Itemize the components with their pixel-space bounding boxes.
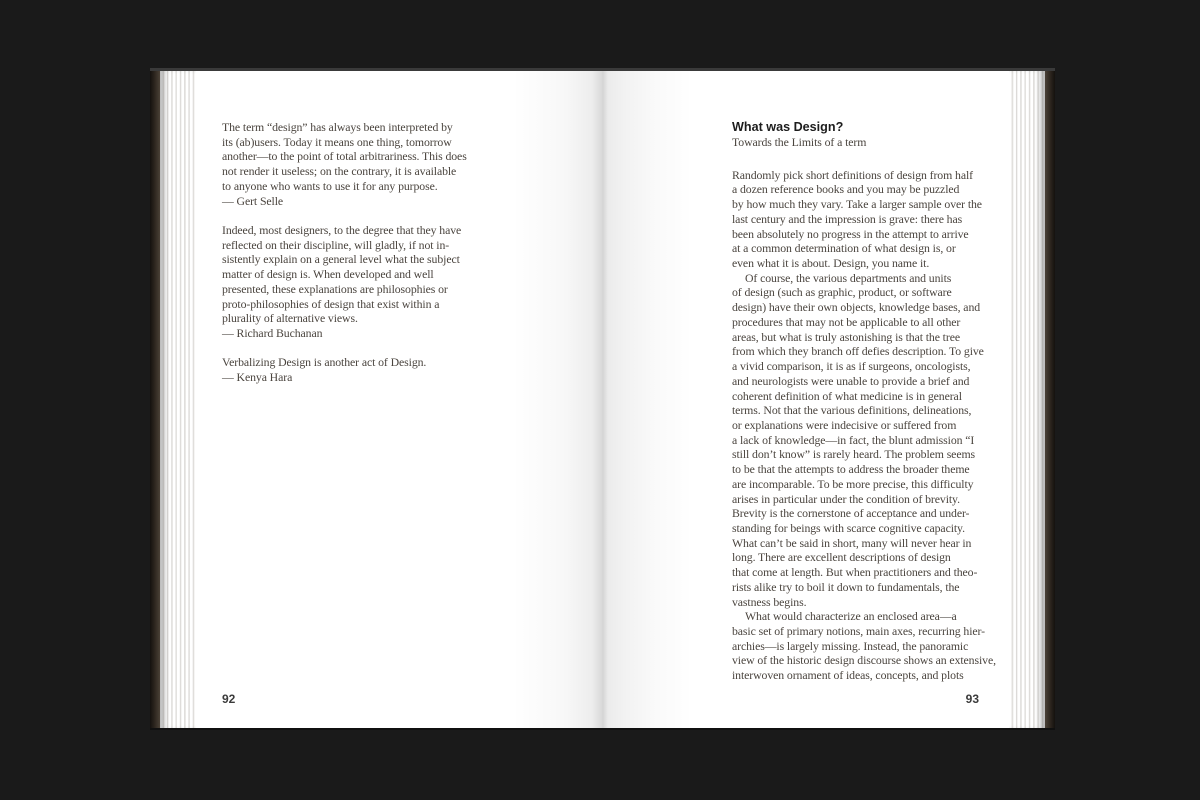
body-text-line: of design (such as graphic, product, or software [732, 285, 952, 300]
quote-block [222, 120, 478, 208]
body-text-line: terms. Not that the various definitions, delineations, [732, 403, 972, 418]
body-text-line: are incomparable. To be more precise, this difficulty [732, 476, 974, 491]
body-text-line: areas, but what is truly astonishing is that the tree [732, 329, 960, 344]
body-text-line: What can’t be said in short, many will never hear in [732, 535, 972, 550]
body-text-line: that come at length. But when practitioners and theo- [732, 565, 978, 580]
quote-text-line: another—to the point of total arbitrariness. This does [222, 149, 467, 164]
body-text-line: a vivid comparison, it is as if surgeons, oncologists, [732, 359, 971, 374]
quote-text-line: plurality of alternative views. [222, 311, 358, 326]
body-text-line: Randomly pick short definitions of design from half [732, 167, 973, 182]
body-text-line: from which they branch off defies description. To give [732, 344, 984, 359]
quote-text-line: The term “design” has always been interpreted by [222, 120, 453, 134]
quote-text-line: its (ab)users. Today it means one thing, tomorrow [222, 134, 452, 149]
body-text-line: procedures that may not be applicable to all other [732, 314, 961, 329]
body-text-line: at a common determination of what design is, or [732, 241, 956, 256]
quote-text-line: proto-philosophies of design that exist within a [222, 296, 440, 311]
body-text-line: been absolutely no progress in the attempt to arrive [732, 226, 969, 241]
quote-text-line: presented, these explanations are philosophies or [222, 281, 448, 296]
left-page-quotes [222, 120, 478, 400]
body-text-line: archies—is largely missing. Instead, the panoramic [732, 638, 969, 653]
body-paragraph [732, 609, 996, 683]
chapter-title: What was Design? [732, 120, 844, 134]
quote-attribution: — Richard Buchanan [222, 326, 323, 341]
body-text-line: view of the historic design discourse shows an extensive, [732, 653, 996, 668]
body-text-line: vastness begins. [732, 594, 807, 609]
body-text-line: and neurologists were unable to provide a brief and [732, 373, 970, 388]
body-text-line: to be that the attempts to address the broader theme [732, 462, 970, 477]
quote-block [222, 355, 478, 384]
body-text-line: last century and the impression is grave: there has [732, 211, 963, 226]
body-text-line: a lack of knowledge—in fact, the blunt admission “I [732, 432, 975, 447]
body-text-line: coherent definition of what medicine is in general [732, 388, 962, 403]
quote-text-line: reflected on their discipline, will gladly, if not in- [222, 237, 450, 252]
page-number-right: 93 [965, 692, 979, 706]
book-spread [150, 68, 1055, 730]
body-text-line: a dozen reference books and you may be puzzled [732, 182, 960, 197]
quote-text-line: not render it useless; on the contrary, it is available [222, 164, 457, 179]
body-text-line: arises in particular under the condition of brevity. [732, 491, 960, 506]
quote-attribution: — Gert Selle [222, 193, 284, 208]
body-text-line: design) have their own objects, knowledge bases, and [732, 300, 981, 315]
body-text-line: Brevity is the cornerstone of acceptance and under- [732, 506, 970, 521]
body-text-line: even what it is about. Design, you name it. [732, 256, 930, 271]
right-page [603, 71, 1010, 728]
body-text-line: standing for beings with scarce cognitive capacity. [732, 520, 965, 535]
body-paragraph [732, 167, 982, 271]
body-text-line: or explanations were indecisive or suffered from [732, 417, 957, 432]
page-number-left: 92 [222, 692, 236, 706]
page-edges-left [160, 71, 196, 728]
body-text-line: interwoven ornament of ideas, concepts, and plots [732, 668, 964, 683]
book-cover-edge-left [150, 71, 160, 728]
left-page [196, 71, 603, 728]
quote-text-line: matter of design is. When developed and well [222, 267, 434, 282]
body-text-line: basic set of primary notions, main axes, recurring hier- [732, 624, 985, 638]
quote-block [222, 223, 478, 341]
body-paragraph [732, 270, 984, 610]
body-text-line: still don’t know” is rarely heard. The problem seems [732, 447, 976, 462]
book-cover-edge-right [1045, 71, 1055, 728]
quote-text-line: Indeed, most designers, to the degree that they have [222, 223, 462, 237]
chapter-subtitle: Towards the Limits of a term [732, 135, 867, 149]
body-text-line: What would characterize an enclosed area—a [745, 609, 957, 624]
quote-text-line: to anyone who wants to use it for any purpose. [222, 178, 438, 193]
body-text-line: by how much they vary. Take a larger sample over the [732, 197, 982, 212]
quote-text-line: Verbalizing Design is another act of Design. [222, 355, 427, 370]
body-text-line: rists alike try to boil it down to fundamentals, the [732, 579, 960, 594]
quote-text-line: sistently explain on a general level what the subject [222, 252, 460, 267]
quote-attribution: — Kenya Hara [222, 370, 293, 385]
body-text-line: Of course, the various departments and units [745, 270, 952, 285]
right-page-text [732, 120, 996, 683]
right-page-body [732, 167, 996, 683]
page-edges-right [1009, 71, 1045, 728]
body-text-line: long. There are excellent descriptions of design [732, 550, 951, 565]
